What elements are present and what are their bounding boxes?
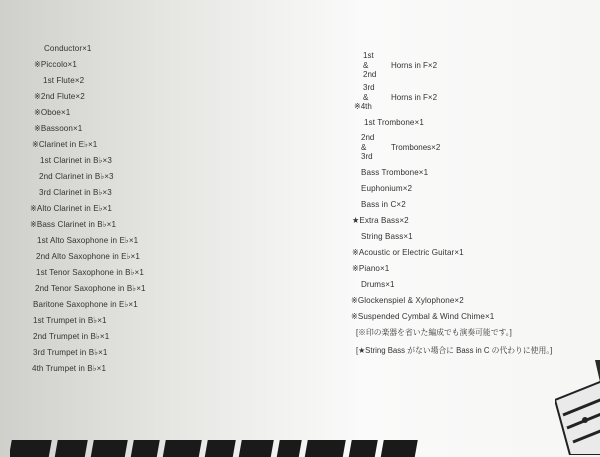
part-trumpet-4: 4th Trumpet in B♭×1: [32, 363, 107, 373]
part-extra-bass: ★Extra Bass×2: [352, 215, 409, 225]
horns-1-2-label: Horns in F×2: [391, 60, 438, 70]
part-cymbal: ※Suspended Cymbal & Wind Chime×1: [351, 311, 495, 321]
part-horns-3-4: [354, 83, 438, 112]
horns-3-4-top: 3rd: [363, 83, 375, 92]
part-piano: ※Piano×1: [352, 263, 390, 273]
trombones-2-3-bottom: 3rd: [361, 152, 373, 161]
part-piccolo: ※Piccolo×1: [34, 59, 77, 69]
trombones-2-3-label: Trombones×2: [391, 142, 441, 152]
horns-1-2-amp: &: [363, 60, 369, 70]
horns-1-2-top: 1st: [363, 51, 374, 60]
part-trombones-2-3: [361, 133, 441, 162]
part-horns-1-2: [363, 51, 438, 80]
part-trumpet-2: 2nd Trumpet in B♭×1: [33, 331, 110, 341]
part-tenor-sax-2: 2nd Tenor Saxophone in B♭×1: [35, 283, 146, 293]
part-alto-clarinet: ※Alto Clarinet in E♭×1: [30, 203, 113, 213]
part-oboe: ※Oboe×1: [34, 107, 71, 117]
part-clarinet-2: 2nd Clarinet in B♭×3: [39, 171, 114, 181]
part-eb-clarinet: ※Clarinet in E♭×1: [32, 139, 98, 149]
cover-art-lettering: [10, 432, 490, 457]
part-clarinet-3: 3rd Clarinet in B♭×3: [39, 187, 112, 197]
horns-3-4-bottom: ※4th: [354, 102, 372, 111]
part-tenor-sax-1: 1st Tenor Saxophone in B♭×1: [36, 267, 144, 277]
horns-1-2-bottom: 2nd: [363, 70, 377, 79]
note-extra-bass: [★String Bass がない場合に Bass in C の代わりに使用。]: [356, 346, 553, 355]
part-clarinet-1: 1st Clarinet in B♭×3: [40, 155, 112, 165]
trombones-2-3-top: 2nd: [361, 133, 375, 142]
part-string-bass: String Bass×1: [361, 231, 413, 241]
part-bass-trombone: Bass Trombone×1: [361, 167, 429, 177]
part-drums: Drums×1: [361, 279, 395, 289]
part-flute-2: ※2nd Flute×2: [34, 91, 85, 101]
part-flute-1: 1st Flute×2: [43, 75, 85, 85]
cover-illustration-corner: [555, 360, 600, 455]
horns-3-4-amp: &: [363, 92, 369, 102]
part-alto-sax-2: 2nd Alto Saxophone in E♭×1: [36, 251, 140, 261]
part-trumpet-3: 3rd Trumpet in B♭×1: [33, 347, 108, 357]
part-euphonium: Euphonium×2: [361, 183, 413, 193]
part-bass-in-c: Bass in C×2: [361, 199, 406, 209]
part-conductor: Conductor×1: [44, 43, 92, 53]
part-bass-clarinet: ※Bass Clarinet in B♭×1: [30, 219, 117, 229]
part-guitar: ※Acoustic or Electric Guitar×1: [352, 247, 464, 257]
note-optional-instruments: [※印の楽器を省いた編成でも演奏可能です。]: [356, 328, 512, 337]
part-glockenspiel: ※Glockenspiel & Xylophone×2: [351, 295, 464, 305]
part-trombone-1: 1st Trombone×1: [364, 117, 424, 127]
part-bassoon: ※Bassoon×1: [34, 123, 83, 133]
trombones-2-3-amp: &: [361, 142, 367, 152]
part-alto-sax-1: 1st Alto Saxophone in E♭×1: [37, 235, 139, 245]
part-trumpet-1: 1st Trumpet in B♭×1: [33, 315, 107, 325]
horns-3-4-label: Horns in F×2: [391, 92, 438, 102]
part-baritone-sax: Baritone Saxophone in E♭×1: [33, 299, 138, 309]
